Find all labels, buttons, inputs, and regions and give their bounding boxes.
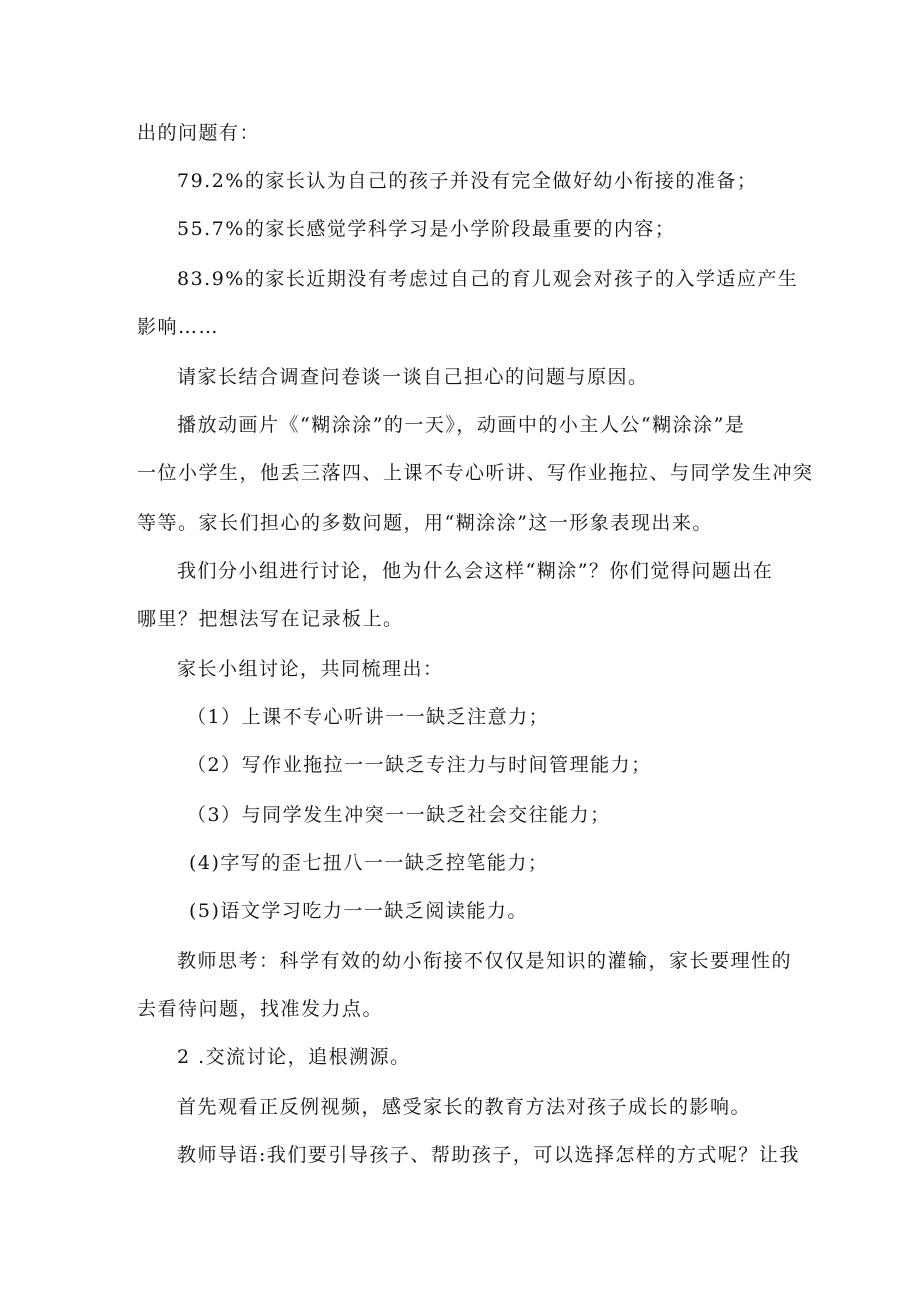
text-line-11: 哪里？把想法写在记录板上。 xyxy=(137,608,404,630)
list-item-3: （3）与同学发生冲突一一缺乏社会交往能力； xyxy=(187,804,611,826)
text-line-6: 请家长结合调查问卷谈一谈自己担心的问题与原因。 xyxy=(177,366,649,388)
text-line-10: 我们分小组进行讨论，他为什么会这样“糊涂”？你们觉得问题出在 xyxy=(177,560,774,582)
text-line-4: 83.9%的家长近期没有考虑过自己的育儿观会对孩子的入学适应产生 xyxy=(177,268,799,290)
text-line-19: 去看待问题，找准发力点。 xyxy=(137,998,384,1020)
text-line-3: 55.7%的家长感觉学科学习是小学阶段最重要的内容； xyxy=(177,218,676,240)
text-line-22: 教师导语:我们要引导孩子、帮助孩子，可以选择怎样的方式呢？让我 xyxy=(177,1144,800,1166)
text-line-21: 首先观看正反例视频，感受家长的教育方法对孩子成长的影响。 xyxy=(177,1096,752,1118)
list-item-4: (4)字写的歪七扭八一一缺乏控笔能力； xyxy=(189,852,549,874)
text-line-2: 79.2%的家长认为自己的孩子并没有完全做好幼小衔接的准备； xyxy=(177,170,758,192)
list-item-5: (5)语文学习吃力一一缺乏阅读能力。 xyxy=(189,900,528,922)
section-heading: 2 .交流讨论，追根溯源。 xyxy=(177,1046,411,1068)
text-line-1: 出的问题有： xyxy=(137,122,261,144)
text-line-18: 教师思考：科学有效的幼小衔接不仅仅是知识的灌输，家长要理性的 xyxy=(177,950,793,972)
text-line-12: 家长小组讨论，共同梳理出： xyxy=(177,658,444,680)
list-item-1: （1）上课不专心听讲一一缺乏注意力； xyxy=(187,706,550,728)
list-item-2: （2）写作业拖拉一一缺乏专注力与时间管理能力； xyxy=(187,754,652,776)
text-line-8: 一位小学生，他丢三落四、上课不专心听讲、写作业拖拉、与同学发生冲突 xyxy=(137,462,814,484)
text-line-5: 影响…… xyxy=(137,316,220,338)
text-line-9: 等等。家长们担心的多数问题，用“糊涂涂”这一形象表现出来。 xyxy=(137,512,713,534)
text-line-7: 播放动画片《“糊涂涂”的一天》，动画中的小主人公“糊涂涂”是 xyxy=(177,414,746,436)
